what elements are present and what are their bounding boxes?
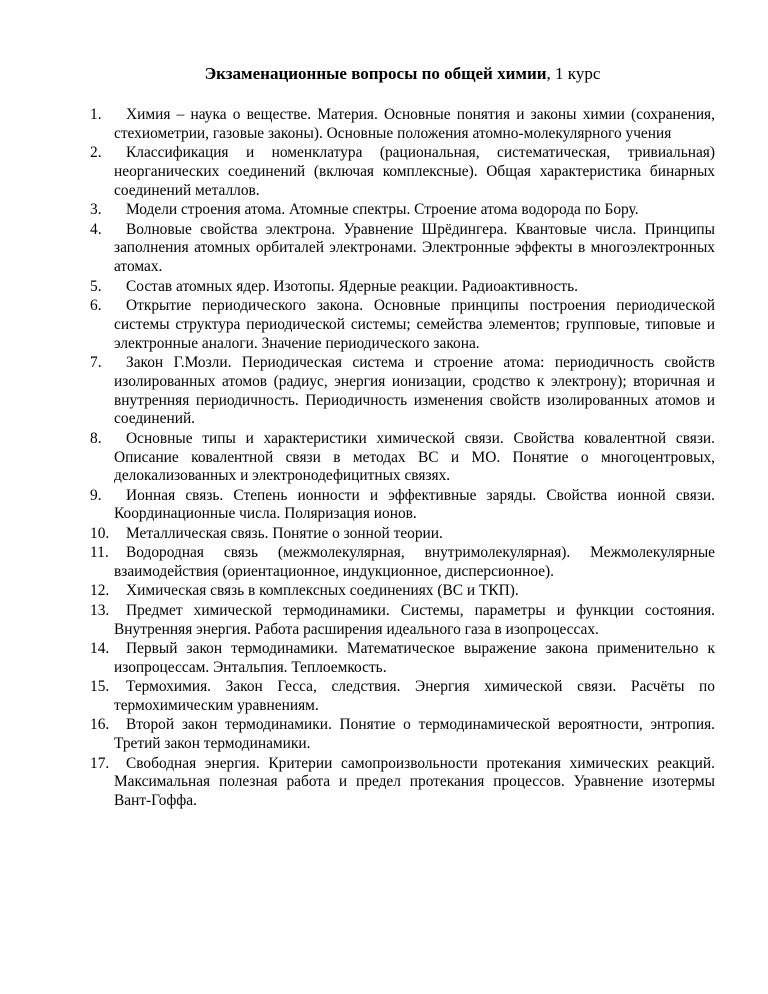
item-text: Первый закон термодинамики. Математическое выражение закона применительно к изопроцессам. Энтальпия. Теплоемкость. — [114, 640, 715, 676]
item-text: Химическая связь в комплексных соединениях (ВС и ТКП). — [126, 582, 519, 600]
item-number: 8. — [90, 429, 102, 447]
item-text: Состав атомных ядер. Изотопы. Ядерные реакции. Радиоактивность. — [126, 277, 579, 295]
document-page — [90, 62, 715, 812]
item-number: 6. — [90, 296, 102, 314]
item-text: Свободная энергия. Критерии самопроизвольности протекания химических реакций. Максимальная полезная работа и предел протекания процессов. Уравнение изотермы Вант-Гоффа. — [114, 754, 715, 810]
item-number: 4. — [90, 220, 102, 238]
item-text: Классификация и номенклатура (рациональная, систематическая, тривиальная) неорганических соединений (включая комплексные). Общая характеристика бинарных соединений металлов. — [114, 144, 715, 199]
item-text: Основные типы и характеристики химической связи. Свойства ковалентной связи. Описание ковалентной связи в методах ВС и МО. Понятие о многоцентровых, делокализованных и электронодефицитных связях. — [114, 429, 715, 485]
list-item — [90, 755, 715, 811]
list-item — [90, 144, 715, 200]
list-item — [90, 201, 715, 220]
list-item — [90, 678, 715, 716]
item-number: 15. — [90, 678, 110, 696]
list-item — [90, 278, 715, 297]
item-number: 1. — [90, 106, 102, 123]
item-number: 17. — [90, 754, 110, 772]
item-text: Волновые свойства электрона. Уравнение Шрёдингера. Квантовые числа. Принципы заполнения атомных орбиталей электронами. Электронные эффекты в многоэлектронных атомах. — [114, 220, 715, 276]
item-number: 3. — [90, 201, 102, 219]
list-item — [90, 716, 715, 754]
item-number: 11. — [90, 544, 109, 562]
item-number: 16. — [90, 716, 110, 734]
list-item — [90, 106, 715, 144]
item-text: Ионная связь. Степень ионности и эффективные заряды. Свойства ионной связи. Координационные числа. Поляризация ионов. — [114, 486, 715, 523]
item-text: Модели строения атома. Атомные спектры. Строение атома водорода по Бору. — [126, 201, 639, 219]
list-item — [90, 430, 715, 486]
item-number: 2. — [90, 144, 102, 162]
list-item — [90, 354, 715, 429]
item-number: 9. — [90, 486, 102, 504]
item-number: 5. — [90, 277, 102, 295]
list-item — [90, 221, 715, 277]
item-number: 14. — [90, 640, 110, 658]
item-text: Предмет химической термодинамики. Системы, параметры и функции состояния. Внутренняя энергия. Работа расширения идеального газа в изопроцессах. — [114, 601, 715, 638]
item-text: Термохимия. Закон Гесса, следствия. Энергия химической связи. Расчёты по термохимическим уравнениям. — [114, 678, 715, 715]
list-item — [90, 487, 715, 525]
list-item — [90, 640, 715, 678]
item-text: Закон Г.Мозли. Периодическая система и строение атома: периодичность свойств изолированных атомов (радиус, энергия ионизации, сродство к электрону); вторичная и внутренняя периодичность. Периодичность изменения свойств изолированных атомов и соединений. — [114, 353, 715, 428]
page-title — [90, 62, 715, 86]
list-item — [90, 582, 715, 601]
title-bold: Экзаменационные вопросы по общей химии — [204, 64, 547, 83]
list-item — [90, 297, 715, 353]
list-item — [90, 602, 715, 640]
item-number: 12. — [90, 582, 110, 600]
list-item — [90, 525, 715, 544]
list-item — [90, 544, 715, 582]
item-text: Открытие периодического закона. Основные принципы построения периодической системы структура периодической системы; семейства элементов; групповые, типовые и электронные аналоги. Значение периодического закона. — [114, 296, 715, 352]
question-list — [90, 106, 715, 811]
item-number: 13. — [90, 601, 110, 619]
item-text: Водородная связь (межмолекулярная, внутримолекулярная). Межмолекулярные взаимодействия (ориентационное, индукционное, дисперсионное). — [114, 544, 715, 581]
item-text: Металлическая связь. Понятие о зонной теории. — [126, 524, 443, 542]
title-course: , 1 курс — [546, 64, 601, 83]
item-number: 10. — [90, 524, 110, 542]
item-text: Химия – наука о веществе. Материя. Основные понятия и законы химии (сохранения, стехиометрии, газовые законы). Основные положения атомно-молекулярного учения — [114, 106, 715, 142]
item-number: 7. — [90, 353, 102, 371]
item-text: Второй закон термодинамики. Понятие о термодинамической вероятности, энтропия. Третий закон термодинамики. — [114, 716, 715, 753]
